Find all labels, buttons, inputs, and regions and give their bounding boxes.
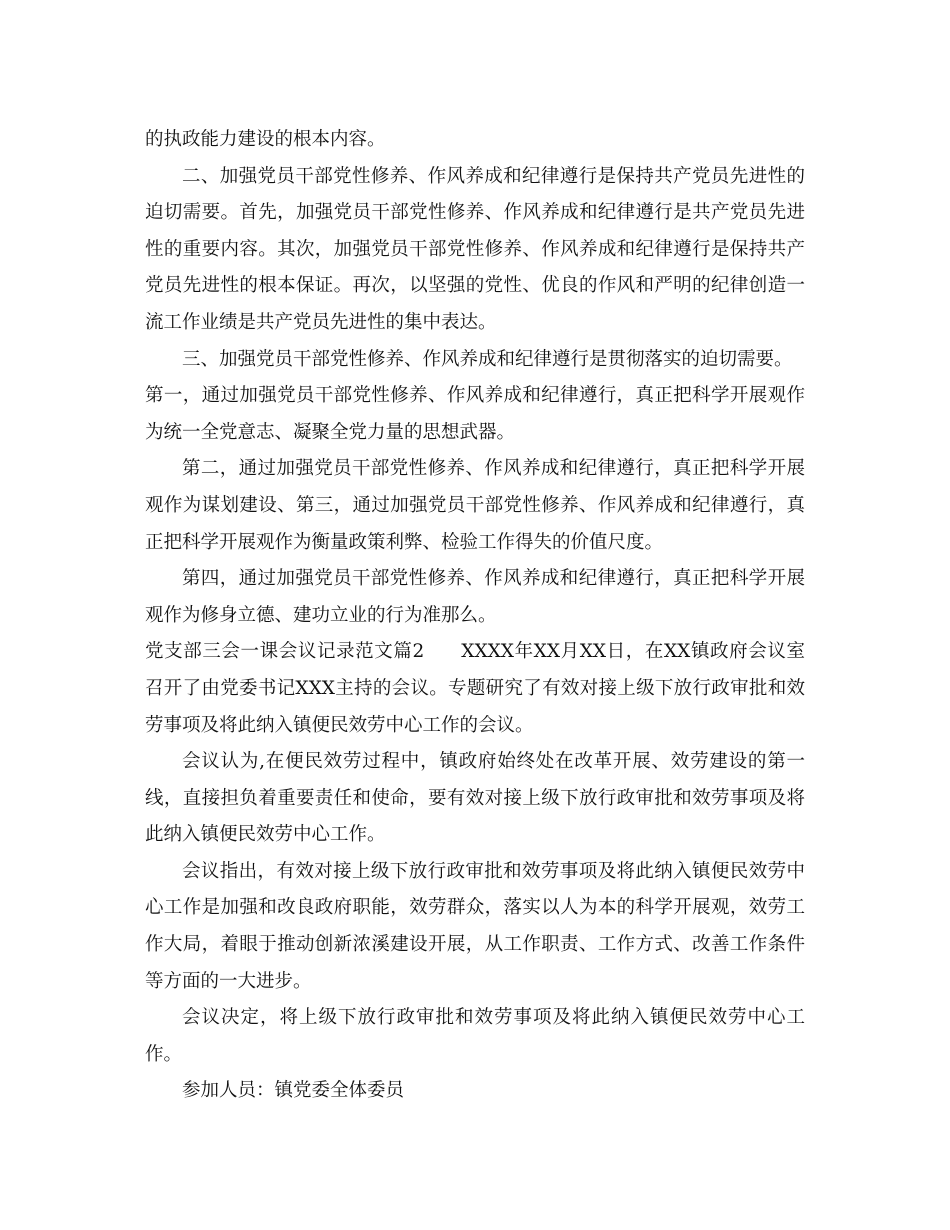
paragraph-meeting-point: 会议指出，有效对接上级下放行政审批和效劳事项及将此纳入镇便民效劳中心工作是加强和改良政府职能，效劳群众，落实以人为本的科学开展观，效劳工作大局，着眼于推动创新浓溪建设开展，从工作职责、工作方式、改善工作条件等方面的一大进步。 bbox=[145, 860, 805, 992]
section-heading-paragraph bbox=[145, 634, 805, 744]
paragraph-fourth: 第四，通过加强党员干部党性修养、作风养成和纪律遵行，真正把科学开展观作为修身立德、建功立业的行为准那么。 bbox=[145, 568, 805, 626]
paragraph-attendees: 参加人员：镇党委全体委员 bbox=[182, 1080, 405, 1102]
section-title: 党支部三会一课会议记录范文篇2 bbox=[145, 641, 425, 663]
paragraph-point-two: 二、加强党员干部党性修养、作风养成和纪律遵行是保持共产党员先进性的迫切需要。首先，加强党员干部党性修养、作风养成和纪律遵行是共产党员先进性的重要内容。其次，加强党员干部党性修养、作风养成和纪律遵行是保持共产党员先进性的根本保证。再次，以坚强的党性、优良的作风和严明的纪律创造一流工作业绩是共产党员先进性的集中表达。 bbox=[145, 165, 805, 333]
paragraph-continuation: 的执政能力建设的根本内容。 bbox=[145, 129, 386, 150]
paragraph-meeting-decision: 会议决定，将上级下放行政审批和效劳事项及将此纳入镇便民效劳中心工作。 bbox=[145, 1007, 805, 1065]
paragraph-point-three: 三、加强党员干部党性修养、作风养成和纪律遵行是贯彻落实的迫切需要。 bbox=[182, 348, 793, 370]
document-body bbox=[145, 122, 805, 1110]
paragraph-first: 第一，通过加强党员干部党性修养、作风养成和纪律遵行，真正把科学开展观作为统一全党意志、凝聚全党力量的思想武器。 bbox=[145, 385, 805, 443]
paragraph-meeting-view: 会议认为,在便民效劳过程中，镇政府始终处在改革开展、效劳建设的第一线，直接担负着重要责任和使命，要有效对接上级下放行政审批和效劳事项及将此纳入镇便民效劳中心工作。 bbox=[145, 751, 805, 846]
paragraph-second-third: 第二，通过加强党员干部党性修养、作风养成和纪律遵行，真正把科学开展观作为谋划建设、第三，通过加强党员干部党性修养、作风养成和纪律遵行，真正把科学开展观作为衡量政策利弊、检验工作得失的价值尺度。 bbox=[145, 458, 805, 553]
section-intro: XXXX年XX月XX日，在XX镇政府会议室召开了由党委书记XXX主持的会议。专题研究了有效对接上级下放行政审批和效劳事项及将此纳入镇便民效劳中心工作的会议。 bbox=[145, 641, 805, 736]
